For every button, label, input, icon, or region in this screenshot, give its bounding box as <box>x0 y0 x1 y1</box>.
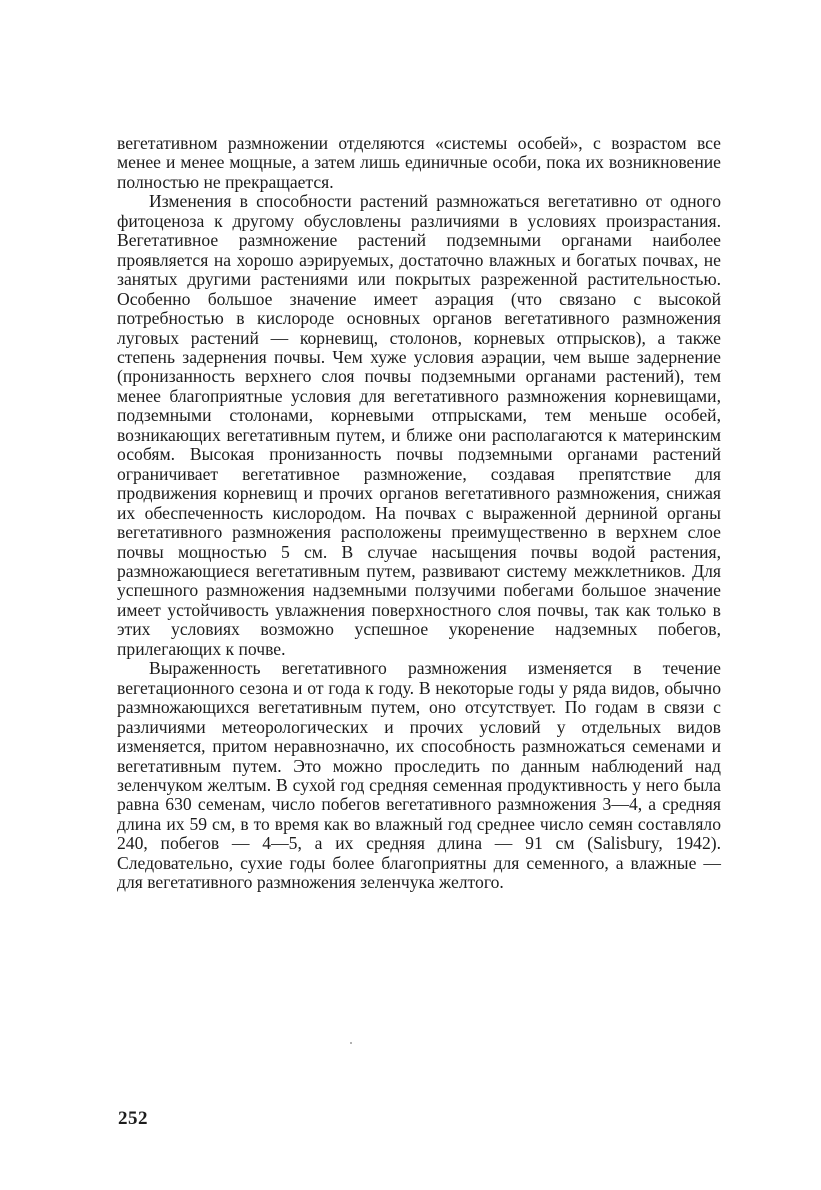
paragraph-continuation: вегетативном размножении отделяются «системы особей», с возрастом все менее и менее мощные, а затем лишь единичные особи, пока их возникновение полностью не прекращается. <box>117 133 721 192</box>
print-speck <box>350 1042 352 1044</box>
page-number: 252 <box>118 1108 148 1129</box>
page-body <box>117 134 721 893</box>
paragraph-aeration: Изменения в способности растений размножаться вегетативно от одного фитоценоза к другому обусловлены различиями в условиях произрастания. Вегетативное размножение растений подземными органами наиболее проявляется на хорошо аэрируемых, достаточно влажных и богатых почвах, не занятых другими растениями или покрытых разреженной растительностью. Особенно большое значение имеет аэрация (что связано с высокой потребностью в кислороде основных органов вегетативного размножения луговых растений — корневищ, столонов, корневых отпрысков), а также степень задернения почвы. Чем хуже условия аэрации, чем выше задернение (пронизанность верхнего слоя почвы подземными органами растений), тем менее благоприятные условия для вегетативного размножения корневищами, подземными столонами, корневыми отпрысками, тем меньше особей, возникающих вегетативным путем, и ближе они располагаются к материнским особям. Высокая пронизанность почвы подземными органами растений ограничивает вегетативное размножение, создавая препятствие для продвижения корневищ и прочих органов вегетативного размножения, снижая их обеспеченность кислородом. На почвах с выраженной дерниной органы вегетативного размножения расположены преимущественно в верхнем слое почвы мощностью 5 см. В случае насыщения почвы водой растения, размножающиеся вегетативным путем, развивают систему межклетников. Для успешного размножения надземными ползучими побегами большое значение имеет устойчивость увлажнения поверхностного слоя почвы, так как только в этих условиях возможно успешное укоренение надземных побегов, прилегающих к почве. <box>117 191 721 659</box>
paragraph-seasonal-variation: Выраженность вегетативного размножения изменяется в течение вегетационного сезона и от года к году. В некоторые годы у ряда видов, обычно размножающихся вегетативным путем, оно отсутствует. По годам в связи с различиями метеорологических и прочих условий у отдельных видов изменяется, притом неравнозначно, их способность размножаться семенами и вегетативным путем. Это можно проследить по данным наблюдений над зеленчуком желтым. В сухой год средняя семенная продуктивность у него была равна 630 семенам, число побегов вегетативного размножения 3—4, а средняя длина их 59 см, в то время как во влажный год среднее число семян составляло 240, побегов — 4—5, а их средняя длина — 91 см (Salisbury, 1942). Следовательно, сухие годы более благоприятны для семенного, а влажные — для вегетативного размножения зеленчука желтого. <box>117 658 721 893</box>
